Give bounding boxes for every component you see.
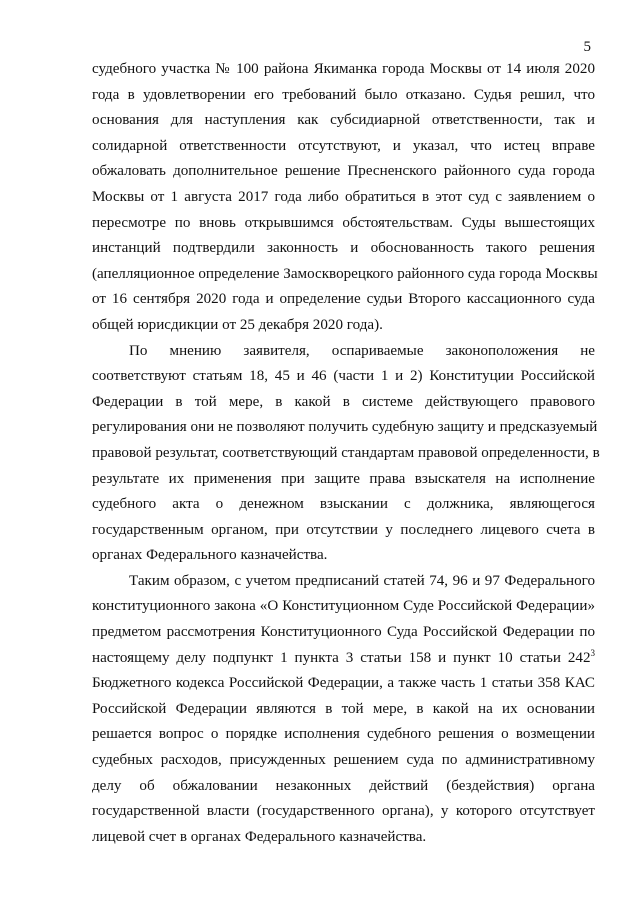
text-line: соответствуют статьям 18, 45 и 46 (части 1 и 2) Конституции Российской	[92, 368, 595, 385]
text-line: общей юрисдикции от 25 декабря 2020 года).	[92, 316, 383, 333]
text-line-with-superscript	[92, 646, 595, 672]
text-line: (апелляционное определение Замоскворецкого районного суда города Москвы	[92, 265, 598, 282]
text-line: лицевой счет в органах Федерального казначейства.	[92, 828, 427, 845]
text-line: Российской Федерации являются в той мере, в какой на их основании	[92, 700, 595, 717]
text-line: конституционного закона «О Конституционном Суде Российской Федерации»	[92, 598, 595, 615]
text-line: основания для наступления как субсидиарной ответственности, так и	[92, 112, 595, 129]
text-line: Федерации в той мере, в какой в системе действующего правового	[92, 393, 595, 410]
text-line: делу об обжаловании незаконных действий (бездействия) органа	[92, 777, 595, 794]
text-line: регулирования они не позволяют получить судебную защиту и предсказуемый	[92, 419, 598, 436]
text-line: солидарной ответственности отсутствуют, и указал, что истец вправе	[92, 137, 595, 154]
text-line: судебного участка № 100 района Якиманка города Москвы от 14 июля 2020	[92, 61, 595, 77]
text-line: Москвы от 1 августа 2017 года либо обратиться в этот суд с заявлением о	[92, 188, 595, 205]
text-line: года в удовлетворении его требований было отказано. Судья решил, что	[92, 86, 595, 103]
page-number: 5	[583, 39, 591, 55]
text-line: пересмотре по вновь открывшимся обстоятельствам. Суды вышестоящих	[92, 214, 595, 231]
document-body	[92, 57, 600, 850]
text-line-body: настоящему делу подпункт 1 пункта 3 статьи 158 и пункт 10 статьи 242	[92, 649, 591, 666]
paragraph-2	[92, 339, 600, 569]
text-line: решается вопрос о порядке исполнения судебного решения о возмещении	[92, 726, 595, 743]
text-line: Таким образом, с учетом предписаний статей 74, 96 и 97 Федерального	[129, 572, 595, 589]
text-line: По мнению заявителя, оспариваемые законоположения не	[129, 342, 595, 359]
text-line: от 16 сентября 2020 года и определение судьи Второго кассационного суда	[92, 291, 595, 308]
text-line: инстанций подтвердили законность и обоснованность такого решения	[92, 240, 595, 257]
text-line: обжаловать дополнительное решение Пресненского районного суда города	[92, 163, 595, 180]
text-line: судебного акта о денежном взыскании с должника, являющегося	[92, 496, 595, 513]
paragraph-3	[92, 569, 595, 851]
text-line: государственной власти (государственного органа), у которого отсутствует	[92, 803, 595, 820]
text-line: предметом рассмотрения Конституционного Суда Российской Федерации по	[92, 624, 595, 641]
text-line: судебных расходов, присужденных решением суда по административному	[92, 752, 595, 769]
text-line: правовой результат, соответствующий стандартам правовой определенности, в	[92, 444, 600, 461]
text-line: государственным органом, при отсутствии у последнего лицевого счета в	[92, 521, 595, 538]
text-line: результате их применения при защите права взыскателя на исполнение	[92, 470, 595, 487]
text-line: органах Федерального казначейства.	[92, 547, 328, 564]
superscript-index: 3	[590, 647, 595, 658]
paragraph-1	[92, 57, 598, 339]
text-line: Бюджетного кодекса Российской Федерации, а также часть 1 статьи 358 КАС	[92, 675, 595, 692]
